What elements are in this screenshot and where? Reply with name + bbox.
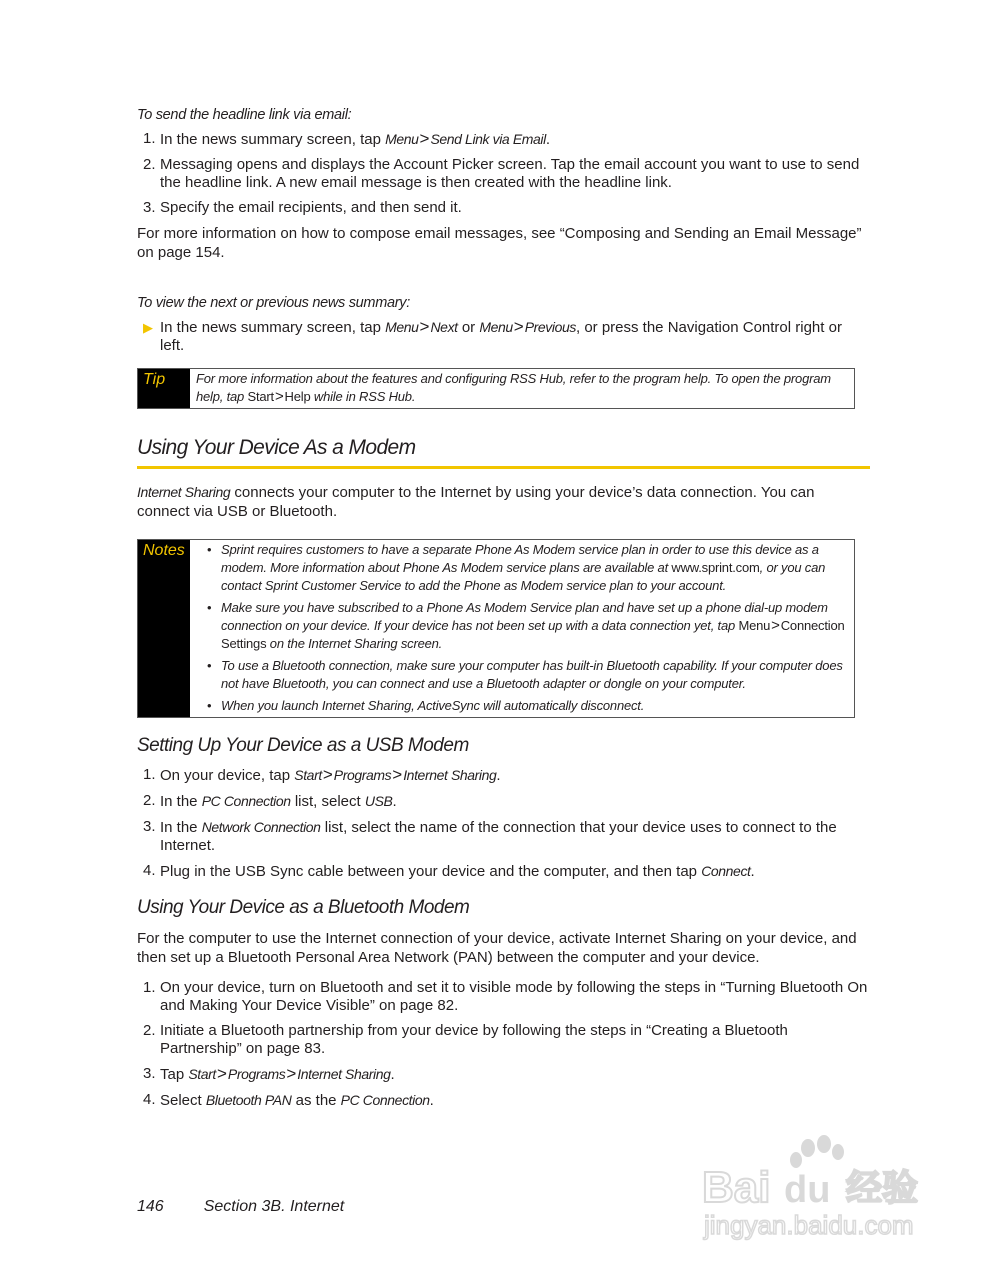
footer-section-title: Section 3B. Internet <box>203 1198 345 1215</box>
bluetooth-steps <box>143 979 869 1110</box>
procedure-title-view: To view the next or previous news summary: <box>137 295 410 311</box>
usb-steps <box>143 766 869 881</box>
list-item: • Make sure you have subscribed to a Phone As Modem Service plan and have set up a phone dial-up modem connection on your device. If your device has not been set up with a data connection yet, tap Menu>Connection Settings on the Internet Sharing screen. <box>207 600 845 651</box>
notes-label: Notes <box>138 540 190 717</box>
section-heading-modem: Using Your Device As a Modem <box>137 436 870 469</box>
list-item: 2. Messaging opens and displays the Account Picker screen. Tap the email account you want to use to send the headline link. A new email message is then created with the headline link. <box>143 156 860 191</box>
email-more-info: For more information on how to compose email messages, see “Composing and Sending an Email Message” on page 154. <box>137 225 862 261</box>
list-item: 1. On your device, turn on Bluetooth and set it to visible mode by following the steps in “Turning Bluetooth On and Making Your Device Visible” on page 82. <box>143 979 868 1014</box>
watermark-url: jingyan.baidu.com <box>704 1210 914 1240</box>
list-item: • When you launch Internet Sharing, ActiveSync will automatically disconnect. <box>207 698 645 713</box>
notes-box <box>137 539 855 718</box>
list-item: 1. In the news summary screen, tap Menu>Send Link via Email. <box>143 129 550 148</box>
page-content <box>137 106 869 1117</box>
list-item: 2. In the PC Connection list, select USB. <box>143 792 397 810</box>
watermark-brand-bai: Bai <box>702 1163 771 1212</box>
subsection-heading-usb: Setting Up Your Device as a USB Modem <box>137 735 469 756</box>
page-footer <box>137 1198 344 1216</box>
list-item: 3. Tap Start>Programs>Internet Sharing. <box>143 1064 395 1083</box>
list-item: • Sprint requires customers to have a separate Phone As Modem service plan in order to use this device as a modem. More information about Phone As Modem service plans are available at www.sprint.com, or you can contact Sprint Customer Service to add the Phone as Modem service plan to your account. <box>207 542 826 593</box>
list-item: 4. Plug in the USB Sync cable between your device and the computer, and then tap Connect. <box>143 862 755 880</box>
page-number: 146 <box>137 1198 164 1215</box>
notes-list <box>207 541 846 715</box>
list-item: 2. Initiate a Bluetooth partnership from your device by following the steps in “Creating a Bluetooth Partnership” on page 83. <box>143 1022 788 1057</box>
list-item: 3. In the Network Connection list, select the name of the connection that your device uses to connect to the Internet. <box>143 818 837 854</box>
bluetooth-intro: For the computer to use the Internet connection of your device, activate Internet Sharing on your device, and then set up a Bluetooth Personal Area Network (PAN) between the computer and your device. <box>137 930 857 966</box>
baidu-watermark <box>700 1130 940 1250</box>
email-steps <box>143 130 869 217</box>
watermark-brand-du: du <box>784 1169 831 1211</box>
subsection-heading-bluetooth: Using Your Device as a Bluetooth Modem <box>137 897 470 918</box>
list-item: 1. On your device, tap Start>Programs>Internet Sharing. <box>143 765 501 784</box>
list-item: 4. Select Bluetooth PAN as the PC Connection. <box>143 1091 434 1109</box>
tip-box <box>137 368 855 409</box>
list-item: 3. Specify the email recipients, and then send it. <box>143 199 462 216</box>
procedure-title-email: To send the headline link via email: <box>137 107 352 123</box>
tip-label: Tip <box>138 369 190 408</box>
modem-intro: Internet Sharing connects your computer to the Internet by using your device’s data connection. You can connect via USB or Bluetooth. <box>137 484 815 520</box>
watermark-jingyan: 经验 <box>846 1168 919 1209</box>
view-bullet: ▶ In the news summary screen, tap Menu>Next or Menu>Previous, or press the Navigation Control right or left. <box>143 317 842 354</box>
tip-text: For more information about the features and configuring RSS Hub, refer to the program help. To open the program help, tap Start>Help while in RSS Hub. <box>196 371 831 405</box>
list-item: • To use a Bluetooth connection, make sure your computer has built-in Bluetooth capability. If your computer does not have Bluetooth, you can connect and use a Bluetooth adapter or dongle on your computer. <box>207 658 843 691</box>
paw-icon <box>790 1135 844 1168</box>
triangle-bullet-icon: ▶ <box>143 320 153 335</box>
